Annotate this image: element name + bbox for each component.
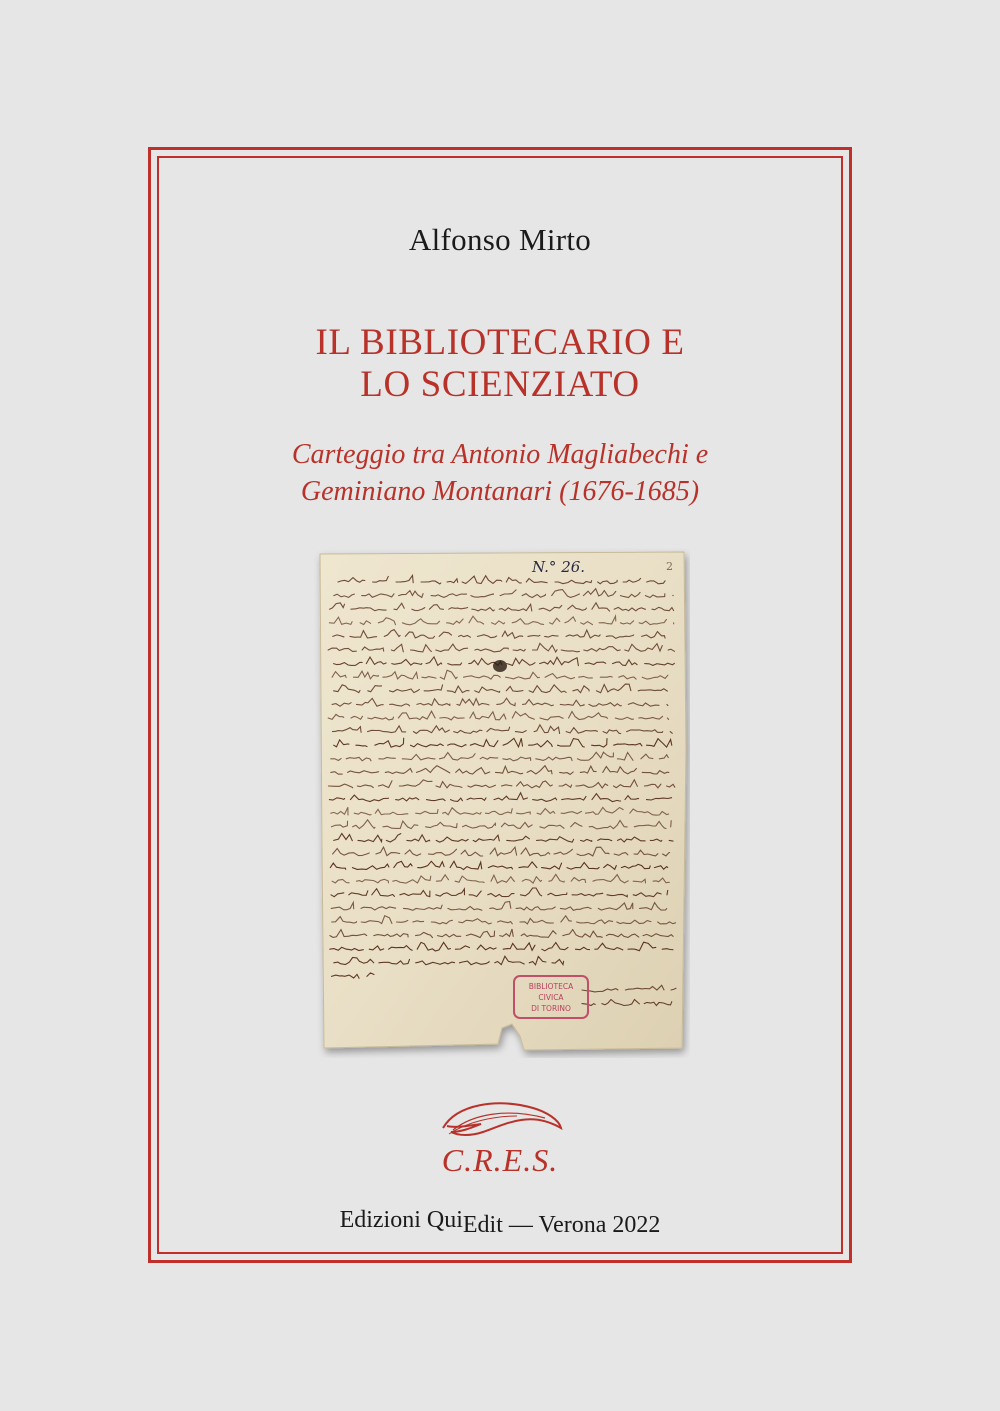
publisher-line bbox=[0, 1207, 1000, 1238]
book-subtitle bbox=[0, 436, 1000, 510]
title-line-2: LO SCIENZIATO bbox=[360, 364, 640, 405]
imprint-logo-text: C.R.E.S. bbox=[441, 1142, 559, 1178]
letter-page-number: 2 bbox=[666, 560, 673, 573]
publisher-name: Edizioni Qui bbox=[339, 1207, 463, 1233]
svg-text:CIVICA: CIVICA bbox=[538, 993, 564, 1002]
book-title bbox=[0, 322, 1000, 406]
svg-text:DI TORINO: DI TORINO bbox=[531, 1004, 571, 1013]
subtitle-line-2: Geminiano Montanari (1676-1685) bbox=[300, 476, 700, 507]
author-name: Alfonso Mirto bbox=[408, 222, 592, 257]
svg-text:BIBLIOTECA: BIBLIOTECA bbox=[528, 982, 574, 991]
paper-sheet bbox=[320, 552, 686, 1050]
manuscript-letter-image bbox=[314, 548, 690, 1058]
quill-feather-icon bbox=[437, 1098, 565, 1146]
title-line-1: IL BIBLIOTECARIO E bbox=[315, 322, 685, 363]
letter-number-label: N.° 26. bbox=[532, 558, 586, 576]
subtitle-line-1: Carteggio tra Antonio Magliabechi e bbox=[291, 439, 709, 470]
ink-blot bbox=[493, 660, 507, 672]
publisher-place-year: Edit — Verona 2022 bbox=[462, 1212, 661, 1238]
